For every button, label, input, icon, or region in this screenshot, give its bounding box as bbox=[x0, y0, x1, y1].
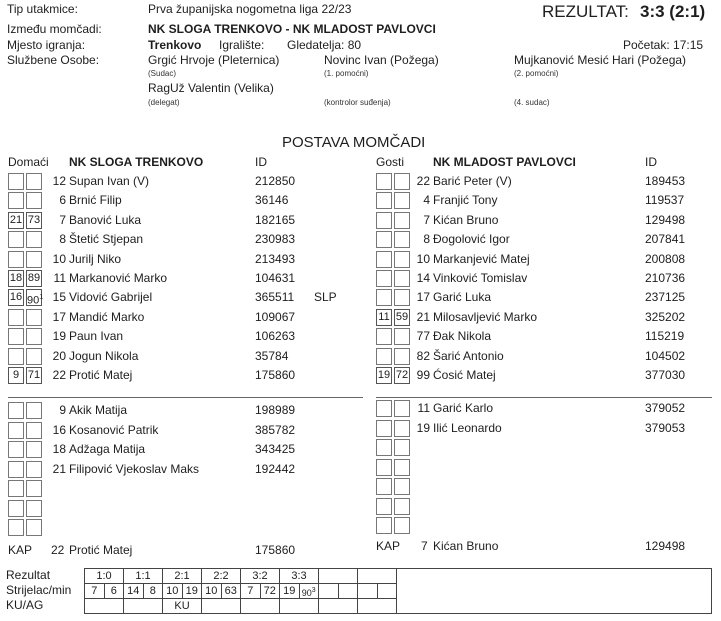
minute-box bbox=[376, 517, 392, 534]
away-kap-name: Kićan Bruno bbox=[433, 539, 499, 553]
minute-box: 21 bbox=[8, 212, 24, 229]
player-name: Štetić Stjepan bbox=[69, 232, 144, 247]
player-id: 129498 bbox=[645, 212, 686, 227]
home-kap-label: KAP bbox=[8, 543, 33, 557]
sluzbene-label: Službene Osobe: bbox=[7, 53, 100, 67]
match-title: NK SLOGA TRENKOVO - NK MLADOST PAVLOVCI bbox=[148, 22, 436, 36]
official-name: Novinc Ivan (Požega) bbox=[324, 53, 439, 67]
minute-box bbox=[376, 289, 392, 306]
score-cell: 3:3 bbox=[279, 568, 319, 584]
minute-box bbox=[8, 192, 24, 209]
minute-box bbox=[376, 270, 392, 287]
minute-box: 73 bbox=[26, 212, 42, 229]
minute-box bbox=[376, 173, 392, 190]
minute-box bbox=[8, 480, 24, 497]
minute-box bbox=[376, 498, 392, 515]
player-id: 175860 bbox=[255, 368, 296, 382]
away-team-name: NK MLADOST PAVLOVCI bbox=[433, 155, 576, 169]
player-name: Franjić Tony bbox=[433, 193, 498, 208]
player-name: Brnić Filip bbox=[69, 193, 122, 208]
sub-id: 385782 bbox=[255, 422, 296, 437]
official-role: (delegat) bbox=[148, 98, 180, 107]
sub-name: Kosanović Patrik bbox=[69, 422, 159, 437]
kuag-cell bbox=[357, 598, 397, 614]
score-cell bbox=[318, 568, 358, 584]
player-number: 8 bbox=[423, 232, 430, 247]
scorer-cell bbox=[318, 583, 339, 599]
minute-box: 18 bbox=[8, 270, 24, 287]
player-name: Banović Luka bbox=[69, 212, 142, 227]
official-name: RagUž Valentin (Velika) bbox=[148, 81, 274, 95]
minute-box bbox=[26, 422, 42, 439]
player-number: 17 bbox=[52, 309, 66, 324]
sub-name: Akik Matija bbox=[69, 403, 128, 417]
minute-box bbox=[376, 192, 392, 209]
minute-box bbox=[376, 348, 392, 365]
row-label-strijelac: Strijelac/min bbox=[6, 583, 72, 597]
minute-box bbox=[8, 348, 24, 365]
player-name: Vidović Gabrijel bbox=[69, 290, 153, 305]
player-name: Supan Ivan (V) bbox=[69, 174, 150, 188]
minute-box bbox=[394, 478, 410, 495]
player-id: 182165 bbox=[255, 212, 296, 227]
minute-box bbox=[26, 348, 42, 365]
sub-name: Ilić Leonardo bbox=[433, 420, 502, 435]
minute-box bbox=[26, 519, 42, 536]
player-name: Markanjević Matej bbox=[433, 251, 530, 266]
scorer-cell: 8 bbox=[143, 583, 164, 599]
minute-box bbox=[8, 519, 24, 536]
player-name: Jurilj Niko bbox=[69, 251, 122, 266]
player-name: Ćosić Matej bbox=[433, 368, 496, 382]
minute-box: 16 bbox=[8, 289, 24, 306]
player-name: Vinković Tomislav bbox=[433, 271, 528, 285]
pocetak: Početak: 17:15 bbox=[623, 38, 704, 52]
minute-box bbox=[394, 439, 410, 456]
player-name: Kićan Bruno bbox=[433, 212, 499, 227]
scorer-cell: 14 bbox=[123, 583, 144, 599]
sub-id: 198989 bbox=[255, 403, 296, 417]
score-cell: 2:2 bbox=[201, 568, 241, 584]
player-number: 17 bbox=[416, 290, 430, 305]
player-id: 230983 bbox=[255, 232, 296, 247]
official-name: Mujkanović Mesić Hari (Požega) bbox=[514, 53, 687, 67]
kuag-cell bbox=[123, 598, 163, 614]
minute-box bbox=[26, 309, 42, 326]
player-id: 104502 bbox=[645, 348, 686, 363]
minute-box bbox=[8, 328, 24, 345]
minute-box: 11 bbox=[376, 309, 392, 326]
player-id: 212850 bbox=[255, 174, 296, 188]
player-number: 20 bbox=[52, 348, 66, 363]
player-name: Đogolović Igor bbox=[433, 232, 510, 247]
minute-box bbox=[376, 420, 392, 437]
minute-box bbox=[376, 439, 392, 456]
player-id: 325202 bbox=[645, 309, 686, 324]
player-number: 11 bbox=[53, 271, 66, 285]
minute-box bbox=[26, 328, 42, 345]
minute-box bbox=[394, 517, 410, 534]
kuag-cell bbox=[279, 598, 319, 614]
competition-name: Prva županijska nogometna liga 22/23 bbox=[148, 2, 352, 16]
home-kap-num: 22 bbox=[51, 543, 65, 557]
player-name: Đak Nikola bbox=[433, 329, 492, 344]
minute-box bbox=[26, 441, 42, 458]
minute-box bbox=[26, 251, 42, 268]
sub-id: 379053 bbox=[645, 420, 686, 435]
mjesto-label: Mjesto igranja: bbox=[7, 38, 86, 52]
scorer-cell bbox=[377, 583, 398, 599]
scorer-cell: 19 bbox=[182, 583, 203, 599]
player-name: Barić Peter (V) bbox=[433, 174, 512, 188]
sub-name: Filipović Vjekoslav Maks bbox=[69, 461, 200, 476]
player-name: Šarić Antonio bbox=[433, 348, 504, 363]
scorer-cell: 10 bbox=[201, 583, 222, 599]
igraliste-label: Igralište: bbox=[219, 38, 265, 52]
kuag-cell bbox=[240, 598, 280, 614]
minute-box bbox=[376, 478, 392, 495]
player-id: 36146 bbox=[255, 193, 289, 208]
minute-box bbox=[376, 459, 392, 476]
player-id: 210736 bbox=[645, 271, 686, 285]
minute-box bbox=[376, 212, 392, 229]
score-cell: 1:0 bbox=[84, 568, 124, 584]
player-number: 12 bbox=[52, 174, 66, 188]
minute-box bbox=[8, 309, 24, 326]
gledatelja: Gledatelja: 80 bbox=[287, 38, 362, 52]
away-kap-num: 7 bbox=[421, 539, 428, 553]
score-cell: 2:1 bbox=[162, 568, 202, 584]
player-name: Milosavljević Marko bbox=[433, 309, 538, 324]
minute-box bbox=[376, 328, 392, 345]
player-id: 207841 bbox=[645, 232, 686, 247]
scorer-cell: 63 bbox=[221, 583, 242, 599]
scorer-cell bbox=[357, 583, 378, 599]
sub-number: 11 bbox=[417, 401, 430, 415]
sub-id: 192442 bbox=[255, 461, 296, 476]
home-team-name: NK SLOGA TRENKOVO bbox=[69, 155, 204, 169]
official-role: (kontrolor suđenja) bbox=[324, 98, 391, 107]
player-name: Garić Luka bbox=[433, 290, 492, 305]
minute-box bbox=[8, 441, 24, 458]
minute-box bbox=[376, 231, 392, 248]
player-name: Markanović Marko bbox=[69, 271, 168, 285]
official-name: Grgić Hrvoje (Pleternica) bbox=[148, 53, 280, 67]
player-number: 8 bbox=[59, 232, 66, 247]
izmedu-label: Između momčadi: bbox=[7, 22, 102, 36]
kuag-cell: KU bbox=[162, 598, 202, 614]
sub-number: 21 bbox=[52, 461, 66, 476]
player-number: 15 bbox=[52, 290, 66, 305]
minute-box: 19 bbox=[376, 367, 392, 384]
sub-number: 18 bbox=[52, 442, 66, 456]
minute-box bbox=[376, 251, 392, 268]
official-role: (2. pomoćni) bbox=[514, 69, 559, 78]
minute-box: 72 bbox=[394, 367, 410, 384]
sub-name: Adžaga Matija bbox=[69, 442, 146, 456]
minute-box: $90^1$ bbox=[26, 289, 42, 306]
minute-box bbox=[8, 461, 24, 478]
minute-box bbox=[26, 173, 42, 190]
minute-box: 89 bbox=[26, 270, 42, 287]
player-id: 237125 bbox=[645, 290, 686, 305]
minute-box bbox=[376, 400, 392, 417]
player-id: 189453 bbox=[645, 174, 686, 188]
player-id: 35784 bbox=[255, 348, 289, 363]
scorer-cell: 10 bbox=[162, 583, 183, 599]
sub-id: 379052 bbox=[645, 401, 686, 415]
minute-box: 59 bbox=[394, 309, 410, 326]
official-role: (4. sudac) bbox=[514, 98, 550, 107]
official-role: (Sudac) bbox=[148, 69, 177, 78]
away-id-label: ID bbox=[645, 155, 657, 169]
minute-box bbox=[8, 231, 24, 248]
player-number: 22 bbox=[416, 174, 430, 188]
tip-label: Tip utakmice: bbox=[7, 2, 78, 16]
row-label-rezultat: Rezultat bbox=[6, 568, 51, 582]
player-name: Mandić Marko bbox=[69, 309, 145, 324]
player-number: 6 bbox=[59, 193, 66, 208]
minute-box bbox=[8, 422, 24, 439]
sub-number: 19 bbox=[416, 420, 430, 435]
away-kap-id: 129498 bbox=[645, 539, 686, 553]
home-side-label: Domaći bbox=[8, 155, 49, 169]
minute-box bbox=[8, 500, 24, 517]
rezultat-label: REZULTAT: bbox=[542, 2, 629, 21]
player-id: 115219 bbox=[645, 329, 685, 344]
player-id: 106263 bbox=[255, 329, 296, 344]
minute-box bbox=[26, 192, 42, 209]
minute-box: 71 bbox=[26, 367, 42, 384]
player-number: 14 bbox=[416, 271, 430, 285]
player-number: 99 bbox=[416, 368, 430, 382]
result-filler bbox=[396, 568, 712, 614]
score-cell: 1:1 bbox=[123, 568, 163, 584]
player-number: 82 bbox=[416, 348, 430, 363]
player-number: 10 bbox=[416, 251, 430, 266]
player-number: 10 bbox=[52, 251, 66, 266]
sub-name: Garić Karlo bbox=[433, 401, 494, 415]
minute-box bbox=[26, 500, 42, 517]
score-cell: 3:2 bbox=[240, 568, 280, 584]
minute-box bbox=[8, 173, 24, 190]
kuag-cell bbox=[84, 598, 124, 614]
mjesto-value: Trenkovo bbox=[148, 38, 202, 52]
scorer-cell: 6 bbox=[104, 583, 125, 599]
rezultat-value: 3:3 (2:1) bbox=[640, 2, 706, 21]
section-title: POSTAVA MOMČADI bbox=[282, 134, 426, 151]
player-name: Paun Ivan bbox=[69, 329, 124, 344]
home-kap-name: Protić Matej bbox=[69, 543, 133, 557]
player-number: 21 bbox=[416, 309, 430, 324]
player-number: 7 bbox=[423, 212, 430, 227]
player-number: 22 bbox=[52, 368, 66, 382]
player-id: 213493 bbox=[255, 251, 296, 266]
scorer-cell: 7 bbox=[84, 583, 105, 599]
player-id: 109067 bbox=[255, 309, 296, 324]
player-id: 200808 bbox=[645, 251, 686, 266]
minute-box bbox=[26, 461, 42, 478]
scorer-cell: 72 bbox=[260, 583, 281, 599]
player-note: SLP bbox=[314, 290, 337, 305]
scorer-cell: $90^3$ bbox=[299, 583, 320, 599]
player-id: 377030 bbox=[645, 368, 686, 382]
minute-box bbox=[394, 459, 410, 476]
player-id: 104631 bbox=[255, 271, 296, 285]
away-divider bbox=[376, 397, 712, 398]
row-label-kuag: KU/AG bbox=[6, 598, 44, 612]
score-cell bbox=[357, 568, 397, 584]
minute-box bbox=[26, 402, 42, 419]
player-number: 77 bbox=[416, 329, 430, 344]
scorer-cell: 19 bbox=[279, 583, 300, 599]
official-role: (1. pomoćni) bbox=[324, 69, 369, 78]
home-id-label: ID bbox=[255, 155, 267, 169]
player-id: 119537 bbox=[645, 193, 685, 208]
player-number: 4 bbox=[423, 193, 430, 208]
sub-id: 343425 bbox=[255, 442, 296, 456]
sub-number: 16 bbox=[52, 422, 66, 437]
minute-box bbox=[26, 231, 42, 248]
sub-number: 9 bbox=[59, 403, 66, 417]
scorer-cell bbox=[338, 583, 359, 599]
kuag-cell bbox=[318, 598, 358, 614]
minute-box bbox=[8, 402, 24, 419]
player-id: 365511 bbox=[255, 290, 295, 305]
scorer-cell: 7 bbox=[240, 583, 261, 599]
away-kap-label: KAP bbox=[376, 539, 401, 553]
player-name: Jogun Nikola bbox=[69, 348, 139, 363]
minute-box bbox=[8, 251, 24, 268]
home-kap-id: 175860 bbox=[255, 543, 296, 557]
player-number: 7 bbox=[59, 212, 66, 227]
player-number: 19 bbox=[52, 329, 66, 344]
away-side-label: Gosti bbox=[376, 155, 405, 169]
home-divider bbox=[8, 397, 363, 398]
minute-box bbox=[26, 480, 42, 497]
player-name: Protić Matej bbox=[69, 368, 133, 382]
minute-box: 9 bbox=[8, 367, 24, 384]
minute-box bbox=[394, 498, 410, 515]
kuag-cell bbox=[201, 598, 241, 614]
